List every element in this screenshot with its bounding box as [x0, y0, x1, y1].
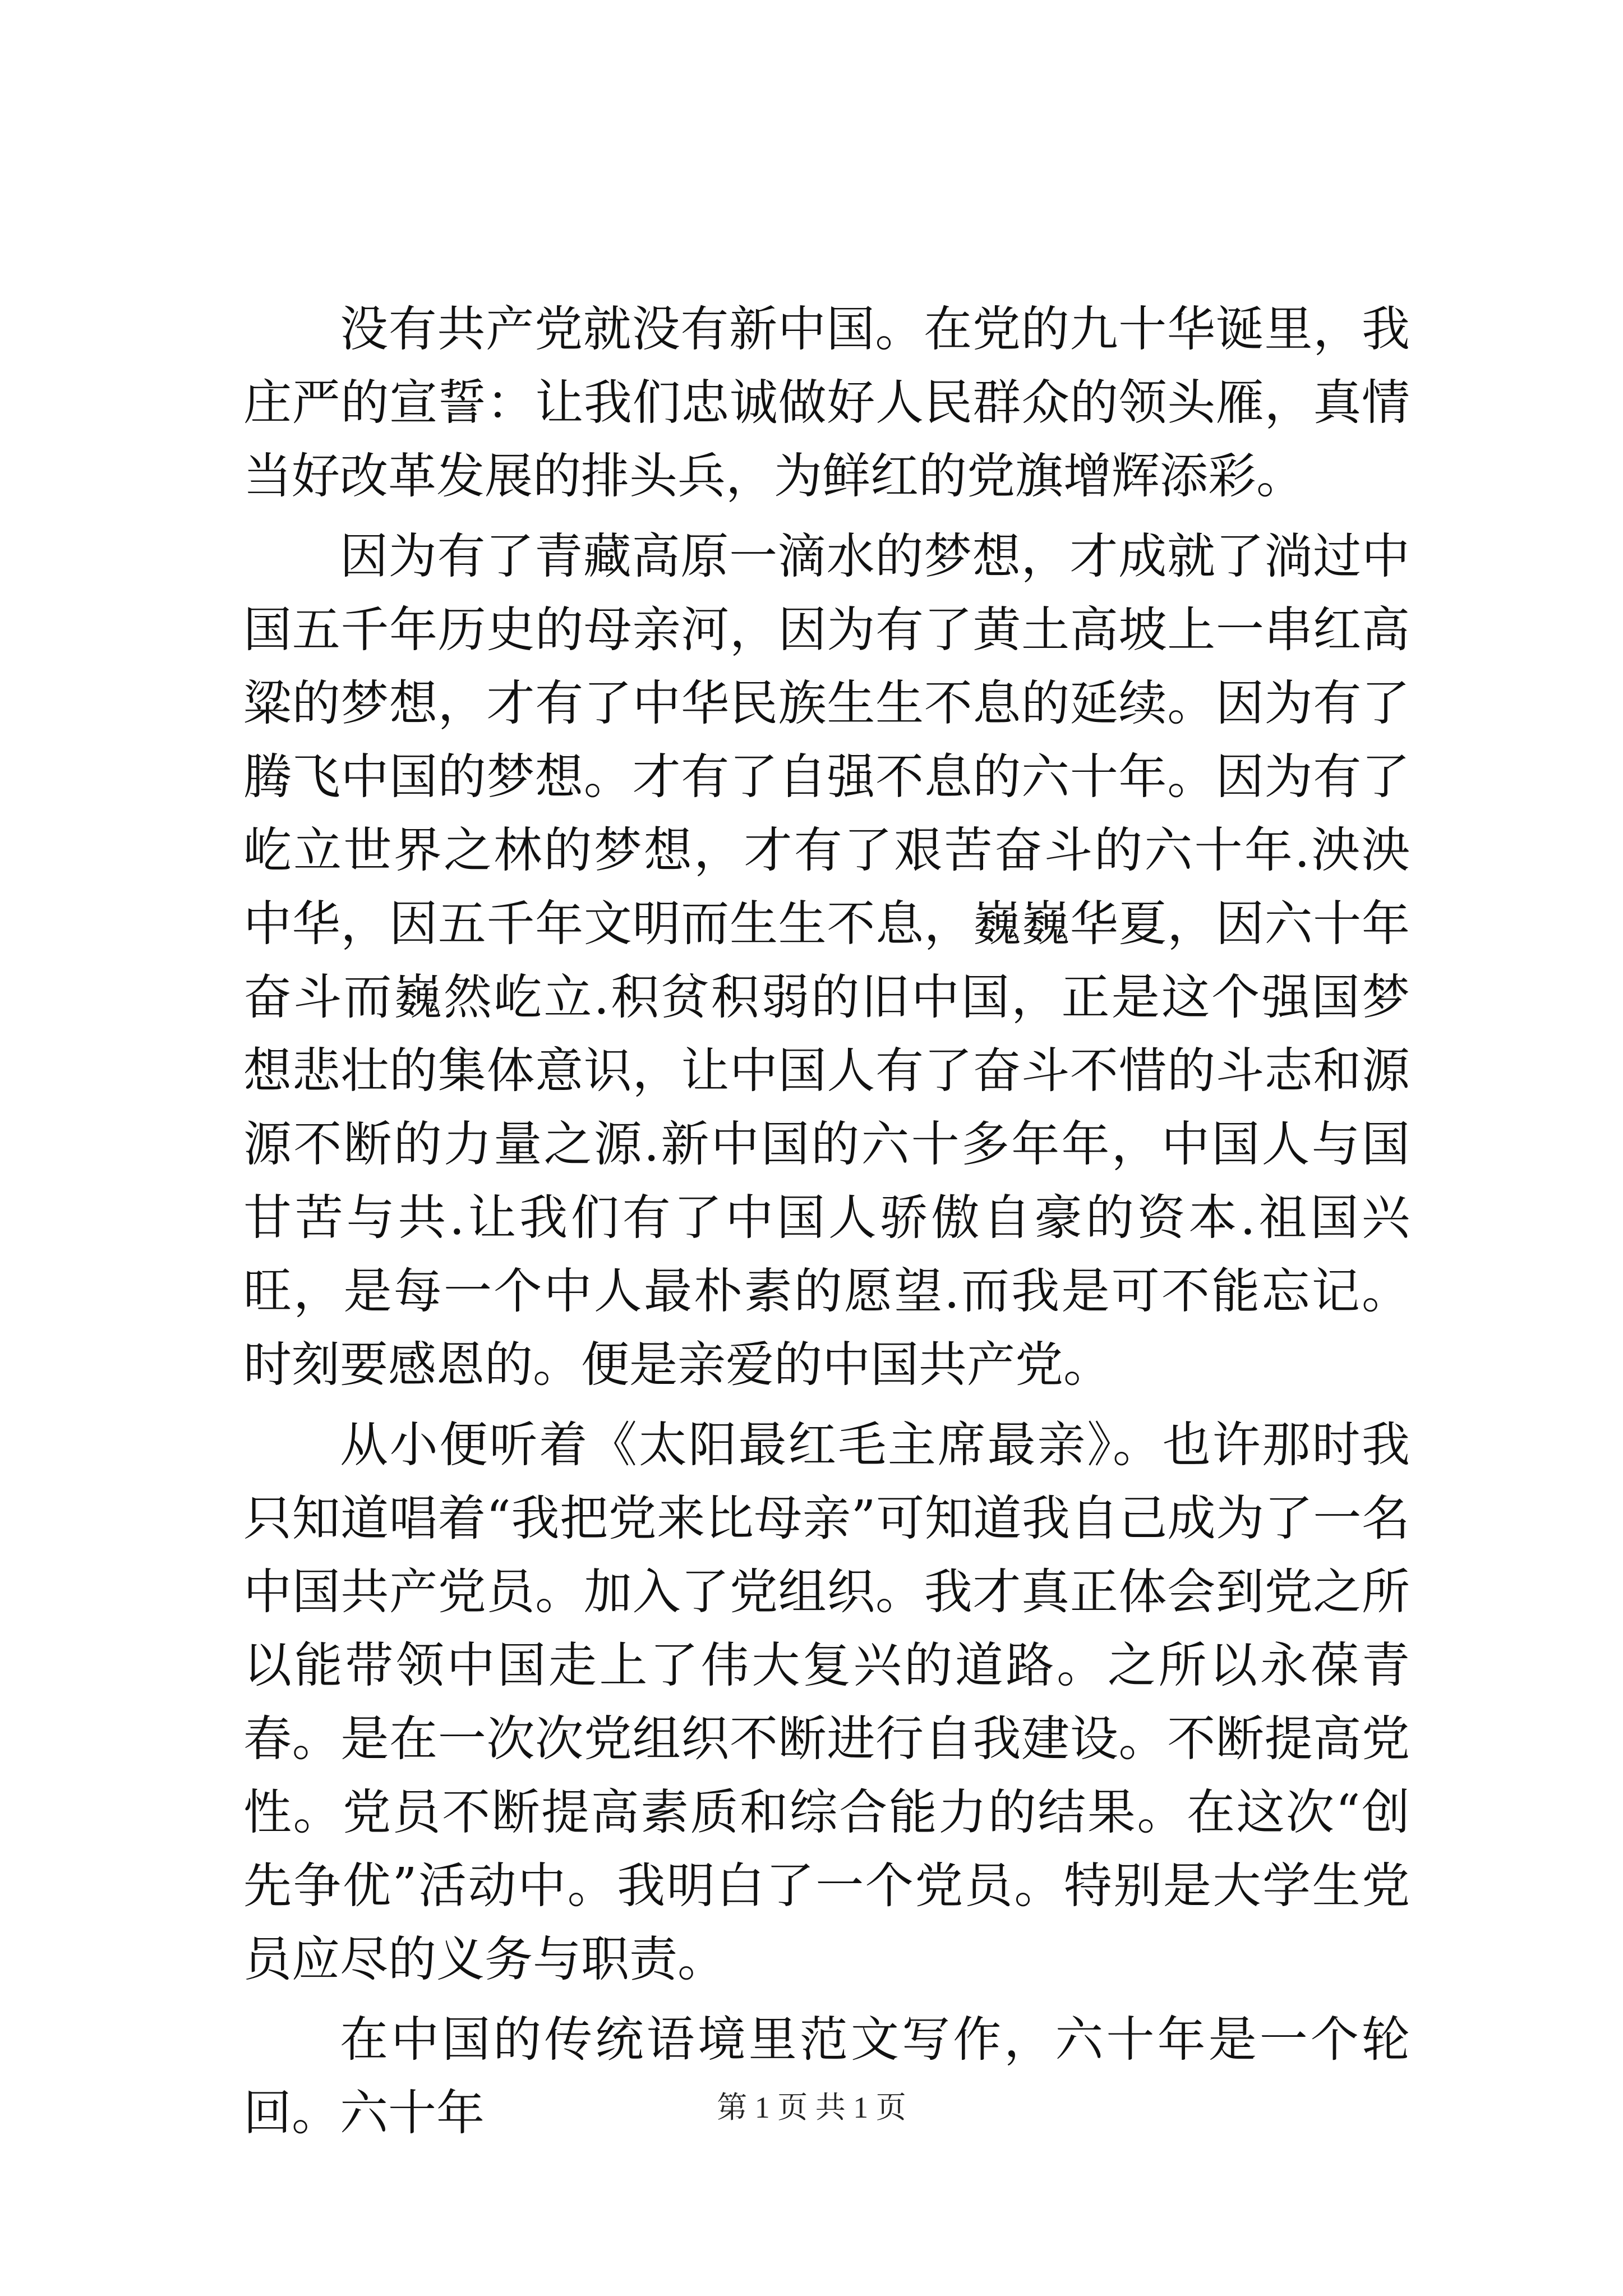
paragraph-3: 从小便听着《太阳最红毛主席最亲》。也许那时我只知道唱着“我把党来比母亲”可知道我自己成为了一名中国共产党员。加入了党组织。我才真正体会到党之所以能带领中国走上了伟大复兴的道路。之所以永葆青春。是在一次次党组织不断进行自我建设。不断提高党性。党员不断提高素质和综合能力的结果。在这次“创先争优”活动中。我明白了一个党员。特别是大学生党员应尽的义务与职责。	[243, 1417, 1410, 1987]
paragraph-1: 没有共产党就没有新中国。在党的九十华诞里，我庄严的宣誓：让我们忠诚做好人民群众的领头雁，真情当好改革发展的排头兵，为鲜红的党旗增辉添彩。	[243, 301, 1410, 504]
paragraph-2: 因为有了青藏高原一滴水的梦想，才成就了淌过中国五千年历史的母亲河，因为有了黄土高坡上一串红高粱的梦想，才有了中华民族生生不息的延续。因为有了腾飞中国的梦想。才有了自强不息的六十年。因为有了屹立世界之林的梦想，才有了艰苦奋斗的六十年.泱泱中华，因五千年文明而生生不息，巍巍华夏，因六十年奋斗而巍然屹立.积贫积弱的旧中国，正是这个强国梦想悲壮的集体意识，让中国人有了奋斗不惜的斗志和源源不断的力量之源.新中国的六十多年年，中国人与国甘苦与共.让我们有了中国人骄傲自豪的资本.祖国兴旺，是每一个中人最朴素的愿望.而我是可不能忘记。时刻要感恩的。便是亲爱的中国共产党。	[243, 528, 1410, 1393]
document-body	[243, 293, 1410, 2157]
page-footer: 第 1 页 共 1 页	[717, 2091, 906, 2124]
paragraph-4: 在中国的传统语境里范文写作，六十年是一个轮回。六十年	[243, 2012, 1410, 2141]
